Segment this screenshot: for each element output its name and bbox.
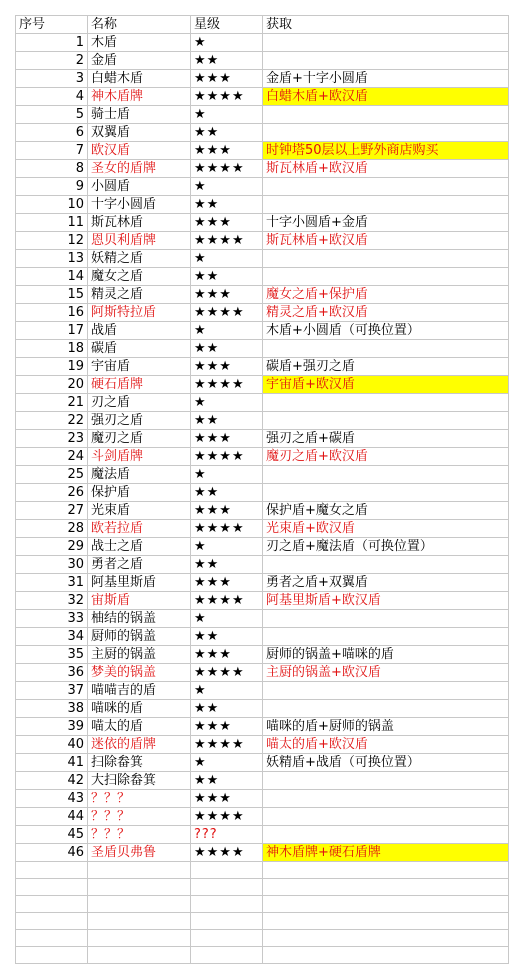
row-index-cell[interactable]: 24 [16, 448, 88, 466]
empty-cell[interactable] [88, 862, 191, 879]
source-cell[interactable] [263, 556, 509, 574]
item-name-cell[interactable]: 厨师的锅盖 [88, 628, 191, 646]
star-rating-cell[interactable]: ★★ [191, 52, 263, 70]
item-name-cell[interactable]: 梦美的锅盖 [88, 664, 191, 682]
star-rating-cell[interactable]: ★ [191, 106, 263, 124]
row-index-cell[interactable]: 43 [16, 790, 88, 808]
empty-cell[interactable] [16, 879, 88, 896]
star-rating-cell[interactable]: ★ [191, 394, 263, 412]
source-cell[interactable] [263, 484, 509, 502]
table-row [16, 286, 509, 304]
star-rating-cell[interactable]: ★★★ [191, 286, 263, 304]
source-cell[interactable]: 喵太的盾+欧汉盾 [263, 736, 509, 754]
source-cell[interactable]: 白蜡木盾+欧汉盾 [263, 88, 509, 106]
empty-cell[interactable] [16, 862, 88, 879]
table-row [16, 754, 509, 772]
star-rating-cell[interactable]: ★★★ [191, 214, 263, 232]
source-cell[interactable] [263, 682, 509, 700]
empty-cell[interactable] [16, 896, 88, 913]
source-cell[interactable]: 光束盾+欧汉盾 [263, 520, 509, 538]
table-row [16, 772, 509, 790]
star-rating-cell[interactable]: ★★★★ [191, 448, 263, 466]
item-name-cell[interactable]: 喵咪的盾 [88, 700, 191, 718]
table-row [16, 214, 509, 232]
star-rating-cell[interactable]: ★ [191, 682, 263, 700]
star-rating-cell[interactable]: ★ [191, 754, 263, 772]
row-index-cell[interactable]: 42 [16, 772, 88, 790]
item-name-cell[interactable]: 斗剑盾牌 [88, 448, 191, 466]
empty-cell[interactable] [191, 913, 263, 930]
item-name-cell[interactable]: 宙斯盾 [88, 592, 191, 610]
row-index-cell[interactable]: 22 [16, 412, 88, 430]
star-rating-cell[interactable]: ★★★★ [191, 232, 263, 250]
item-name-cell[interactable]: 喵喵吉的盾 [88, 682, 191, 700]
empty-cell[interactable] [16, 913, 88, 930]
header-source[interactable]: 获取 [263, 16, 509, 34]
source-cell[interactable] [263, 394, 509, 412]
table-row [16, 340, 509, 358]
row-index-cell[interactable]: 4 [16, 88, 88, 106]
source-cell[interactable]: 妖精盾+战盾（可换位置） [263, 754, 509, 772]
table-row [16, 304, 509, 322]
item-name-cell[interactable]: 欧若拉盾 [88, 520, 191, 538]
empty-cell[interactable] [263, 862, 509, 879]
item-name-cell[interactable]: 阿斯特拉盾 [88, 304, 191, 322]
star-rating-cell[interactable]: ★★★★ [191, 88, 263, 106]
table-row [16, 844, 509, 862]
source-cell[interactable] [263, 466, 509, 484]
empty-cell[interactable] [88, 896, 191, 913]
star-rating-cell[interactable]: ??? [191, 826, 263, 844]
source-cell[interactable]: 刃之盾+魔法盾（可换位置） [263, 538, 509, 556]
source-cell[interactable] [263, 268, 509, 286]
item-name-cell[interactable]: 木盾 [88, 34, 191, 52]
star-rating-cell[interactable]: ★★★ [191, 574, 263, 592]
item-name-cell[interactable]: 光束盾 [88, 502, 191, 520]
item-name-cell[interactable]: 斯瓦林盾 [88, 214, 191, 232]
item-name-cell[interactable]: ？？？ [88, 790, 191, 808]
header-idx[interactable]: 序号 [16, 16, 88, 34]
star-rating-cell[interactable]: ★★ [191, 484, 263, 502]
header-row [16, 16, 509, 34]
item-name-cell[interactable]: 碳盾 [88, 340, 191, 358]
star-rating-cell[interactable]: ★★ [191, 556, 263, 574]
empty-cell[interactable] [191, 879, 263, 896]
table-row [16, 250, 509, 268]
table-row [16, 628, 509, 646]
star-rating-cell[interactable]: ★★ [191, 196, 263, 214]
source-cell[interactable]: 时钟塔50层以上野外商店购买 [263, 142, 509, 160]
header-rating[interactable]: 星级 [191, 16, 263, 34]
row-index-cell[interactable]: 31 [16, 574, 88, 592]
source-cell[interactable] [263, 772, 509, 790]
empty-cell[interactable] [263, 930, 509, 947]
source-cell[interactable]: 厨师的锅盖+喵咪的盾 [263, 646, 509, 664]
table-row [16, 142, 509, 160]
item-name-cell[interactable]: ？？？ [88, 808, 191, 826]
item-name-cell[interactable]: 魔刃之盾 [88, 430, 191, 448]
table-row [16, 646, 509, 664]
empty-cell[interactable] [191, 930, 263, 947]
empty-cell[interactable] [88, 913, 191, 930]
row-index-cell[interactable]: 41 [16, 754, 88, 772]
source-cell[interactable] [263, 790, 509, 808]
item-name-cell[interactable]: 圣女的盾牌 [88, 160, 191, 178]
empty-cell[interactable] [263, 913, 509, 930]
source-cell[interactable]: 金盾+十字小圆盾 [263, 70, 509, 88]
table-row [16, 520, 509, 538]
empty-row [16, 862, 509, 879]
empty-row [16, 896, 509, 913]
row-index-cell[interactable]: 20 [16, 376, 88, 394]
item-name-cell[interactable]: 战士之盾 [88, 538, 191, 556]
star-rating-cell[interactable]: ★★★★ [191, 160, 263, 178]
empty-row [16, 913, 509, 930]
star-rating-cell[interactable]: ★★ [191, 628, 263, 646]
item-name-cell[interactable]: 宇宙盾 [88, 358, 191, 376]
star-rating-cell[interactable]: ★ [191, 322, 263, 340]
empty-cell[interactable] [88, 947, 191, 964]
empty-cell[interactable] [16, 947, 88, 964]
table-row [16, 88, 509, 106]
star-rating-cell[interactable]: ★★★★ [191, 376, 263, 394]
table-row [16, 358, 509, 376]
row-index-cell[interactable]: 34 [16, 628, 88, 646]
row-index-cell[interactable]: 39 [16, 718, 88, 736]
source-cell[interactable] [263, 610, 509, 628]
table-row [16, 322, 509, 340]
source-cell[interactable]: 主厨的锅盖+欧汉盾 [263, 664, 509, 682]
row-index-cell[interactable]: 33 [16, 610, 88, 628]
table-row [16, 484, 509, 502]
star-rating-cell[interactable]: ★★ [191, 124, 263, 142]
source-cell[interactable]: 宇宙盾+欧汉盾 [263, 376, 509, 394]
item-name-cell[interactable]: 神木盾牌 [88, 88, 191, 106]
row-index-cell[interactable]: 11 [16, 214, 88, 232]
item-name-cell[interactable]: 主厨的锅盖 [88, 646, 191, 664]
star-rating-cell[interactable]: ★★ [191, 268, 263, 286]
table-row [16, 574, 509, 592]
source-cell[interactable]: 强刃之盾+碳盾 [263, 430, 509, 448]
item-name-cell[interactable]: 战盾 [88, 322, 191, 340]
empty-cell[interactable] [191, 862, 263, 879]
row-index-cell[interactable]: 23 [16, 430, 88, 448]
source-cell[interactable] [263, 250, 509, 268]
item-name-cell[interactable]: 精灵之盾 [88, 286, 191, 304]
table-row [16, 178, 509, 196]
table-row [16, 268, 509, 286]
source-cell[interactable] [263, 196, 509, 214]
row-index-cell[interactable]: 14 [16, 268, 88, 286]
row-index-cell[interactable]: 40 [16, 736, 88, 754]
table-row [16, 592, 509, 610]
table-row [16, 376, 509, 394]
star-rating-cell[interactable]: ★★ [191, 700, 263, 718]
source-cell[interactable]: 碳盾+强刃之盾 [263, 358, 509, 376]
source-cell[interactable]: 魔女之盾+保护盾 [263, 286, 509, 304]
item-name-cell[interactable]: 妖精之盾 [88, 250, 191, 268]
row-index-cell[interactable]: 36 [16, 664, 88, 682]
item-name-cell[interactable]: 白蜡木盾 [88, 70, 191, 88]
source-cell[interactable] [263, 178, 509, 196]
row-index-cell[interactable]: 44 [16, 808, 88, 826]
item-name-cell[interactable]: 强刃之盾 [88, 412, 191, 430]
row-index-cell[interactable]: 19 [16, 358, 88, 376]
row-index-cell[interactable]: 16 [16, 304, 88, 322]
item-name-cell[interactable]: 双翼盾 [88, 124, 191, 142]
source-cell[interactable]: 木盾+小圆盾（可换位置） [263, 322, 509, 340]
star-rating-cell[interactable]: ★★ [191, 340, 263, 358]
row-index-cell[interactable]: 18 [16, 340, 88, 358]
row-index-cell[interactable]: 32 [16, 592, 88, 610]
table-row [16, 232, 509, 250]
star-rating-cell[interactable]: ★ [191, 250, 263, 268]
row-index-cell[interactable]: 27 [16, 502, 88, 520]
table-row [16, 790, 509, 808]
source-cell[interactable] [263, 106, 509, 124]
table-row [16, 808, 509, 826]
source-cell[interactable] [263, 826, 509, 844]
empty-cell[interactable] [16, 930, 88, 947]
row-index-cell[interactable]: 5 [16, 106, 88, 124]
item-name-cell[interactable]: 勇者之盾 [88, 556, 191, 574]
item-name-cell[interactable]: 大扫除畚箕 [88, 772, 191, 790]
star-rating-cell[interactable]: ★★★ [191, 358, 263, 376]
empty-cell[interactable] [88, 879, 191, 896]
star-rating-cell[interactable]: ★ [191, 466, 263, 484]
item-name-cell[interactable]: 喵太的盾 [88, 718, 191, 736]
star-rating-cell[interactable]: ★★★★ [191, 664, 263, 682]
table-row [16, 448, 509, 466]
table-row [16, 538, 509, 556]
item-name-cell[interactable]: 扫除畚箕 [88, 754, 191, 772]
item-name-cell[interactable]: 骑士盾 [88, 106, 191, 124]
empty-row [16, 879, 509, 896]
star-rating-cell[interactable]: ★★★★ [191, 304, 263, 322]
row-index-cell[interactable]: 7 [16, 142, 88, 160]
source-cell[interactable]: 十字小圆盾+金盾 [263, 214, 509, 232]
table-row [16, 826, 509, 844]
star-rating-cell[interactable]: ★ [191, 610, 263, 628]
table-row [16, 718, 509, 736]
item-name-cell[interactable]: 硬石盾牌 [88, 376, 191, 394]
source-cell[interactable]: 精灵之盾+欧汉盾 [263, 304, 509, 322]
source-cell[interactable]: 勇者之盾+双翼盾 [263, 574, 509, 592]
table-row [16, 124, 509, 142]
table-row [16, 556, 509, 574]
item-name-cell[interactable]: 欧汉盾 [88, 142, 191, 160]
empty-cell[interactable] [191, 947, 263, 964]
star-rating-cell[interactable]: ★★★ [191, 646, 263, 664]
source-cell[interactable] [263, 124, 509, 142]
table-row [16, 700, 509, 718]
row-index-cell[interactable]: 29 [16, 538, 88, 556]
table-row [16, 502, 509, 520]
row-index-cell[interactable]: 38 [16, 700, 88, 718]
table-row [16, 736, 509, 754]
table-row [16, 106, 509, 124]
source-cell[interactable]: 神木盾牌+硬石盾牌 [263, 844, 509, 862]
source-cell[interactable] [263, 808, 509, 826]
star-rating-cell[interactable]: ★★ [191, 772, 263, 790]
empty-row [16, 947, 509, 964]
table-row [16, 466, 509, 484]
table-row [16, 394, 509, 412]
star-rating-cell[interactable]: ★★★★ [191, 736, 263, 754]
spreadsheet-body [16, 16, 509, 964]
source-cell[interactable] [263, 34, 509, 52]
row-index-cell[interactable]: 8 [16, 160, 88, 178]
item-name-cell[interactable]: 保护盾 [88, 484, 191, 502]
row-index-cell[interactable]: 9 [16, 178, 88, 196]
item-name-cell[interactable]: ？？？ [88, 826, 191, 844]
row-index-cell[interactable]: 12 [16, 232, 88, 250]
item-name-cell[interactable]: 刃之盾 [88, 394, 191, 412]
star-rating-cell[interactable]: ★★★★ [191, 844, 263, 862]
empty-cell[interactable] [88, 930, 191, 947]
item-name-cell[interactable]: 小圆盾 [88, 178, 191, 196]
table-row [16, 196, 509, 214]
star-rating-cell[interactable]: ★★★ [191, 70, 263, 88]
table-row [16, 70, 509, 88]
source-cell[interactable] [263, 628, 509, 646]
row-index-cell[interactable]: 3 [16, 70, 88, 88]
source-cell[interactable] [263, 52, 509, 70]
star-rating-cell[interactable]: ★★★★ [191, 592, 263, 610]
item-name-cell[interactable]: 阿基里斯盾 [88, 574, 191, 592]
item-name-cell[interactable]: 魔女之盾 [88, 268, 191, 286]
item-name-cell[interactable]: 迷依的盾牌 [88, 736, 191, 754]
source-cell[interactable]: 斯瓦林盾+欧汉盾 [263, 232, 509, 250]
row-index-cell[interactable]: 37 [16, 682, 88, 700]
table-row [16, 52, 509, 70]
star-rating-cell[interactable]: ★★★★ [191, 808, 263, 826]
star-rating-cell[interactable]: ★★★★ [191, 520, 263, 538]
source-cell[interactable]: 阿基里斯盾+欧汉盾 [263, 592, 509, 610]
empty-cell[interactable] [263, 947, 509, 964]
source-cell[interactable]: 喵咪的盾+厨师的锅盖 [263, 718, 509, 736]
table-row [16, 160, 509, 178]
star-rating-cell[interactable]: ★★★ [191, 790, 263, 808]
spreadsheet-table [15, 15, 509, 964]
source-cell[interactable]: 保护盾+魔女之盾 [263, 502, 509, 520]
table-row [16, 610, 509, 628]
table-row [16, 430, 509, 448]
row-index-cell[interactable]: 1 [16, 34, 88, 52]
item-name-cell[interactable]: 金盾 [88, 52, 191, 70]
row-index-cell[interactable]: 30 [16, 556, 88, 574]
empty-cell[interactable] [191, 896, 263, 913]
star-rating-cell[interactable]: ★★★ [191, 142, 263, 160]
row-index-cell[interactable]: 13 [16, 250, 88, 268]
header-name[interactable]: 名称 [88, 16, 191, 34]
row-index-cell[interactable]: 21 [16, 394, 88, 412]
table-row [16, 682, 509, 700]
star-rating-cell[interactable]: ★ [191, 34, 263, 52]
source-cell[interactable]: 斯瓦林盾+欧汉盾 [263, 160, 509, 178]
source-cell[interactable]: 魔刃之盾+欧汉盾 [263, 448, 509, 466]
row-index-cell[interactable]: 15 [16, 286, 88, 304]
empty-cell[interactable] [263, 896, 509, 913]
row-index-cell[interactable]: 26 [16, 484, 88, 502]
star-rating-cell[interactable]: ★★★ [191, 718, 263, 736]
row-index-cell[interactable]: 35 [16, 646, 88, 664]
item-name-cell[interactable]: 恩贝利盾牌 [88, 232, 191, 250]
item-name-cell[interactable]: 魔法盾 [88, 466, 191, 484]
empty-row [16, 930, 509, 947]
table-row [16, 664, 509, 682]
row-index-cell[interactable]: 45 [16, 826, 88, 844]
source-cell[interactable] [263, 700, 509, 718]
source-cell[interactable] [263, 340, 509, 358]
row-index-cell[interactable]: 28 [16, 520, 88, 538]
row-index-cell[interactable]: 46 [16, 844, 88, 862]
star-rating-cell[interactable]: ★ [191, 538, 263, 556]
row-index-cell[interactable]: 2 [16, 52, 88, 70]
row-index-cell[interactable]: 17 [16, 322, 88, 340]
star-rating-cell[interactable]: ★★ [191, 412, 263, 430]
row-index-cell[interactable]: 10 [16, 196, 88, 214]
source-cell[interactable] [263, 412, 509, 430]
empty-cell[interactable] [263, 879, 509, 896]
item-name-cell[interactable]: 圣盾贝弗鲁 [88, 844, 191, 862]
item-name-cell[interactable]: 柚结的锅盖 [88, 610, 191, 628]
star-rating-cell[interactable]: ★★★ [191, 502, 263, 520]
row-index-cell[interactable]: 6 [16, 124, 88, 142]
table-row [16, 412, 509, 430]
star-rating-cell[interactable]: ★ [191, 178, 263, 196]
item-name-cell[interactable]: 十字小圆盾 [88, 196, 191, 214]
row-index-cell[interactable]: 25 [16, 466, 88, 484]
table-row [16, 34, 509, 52]
star-rating-cell[interactable]: ★★★ [191, 430, 263, 448]
